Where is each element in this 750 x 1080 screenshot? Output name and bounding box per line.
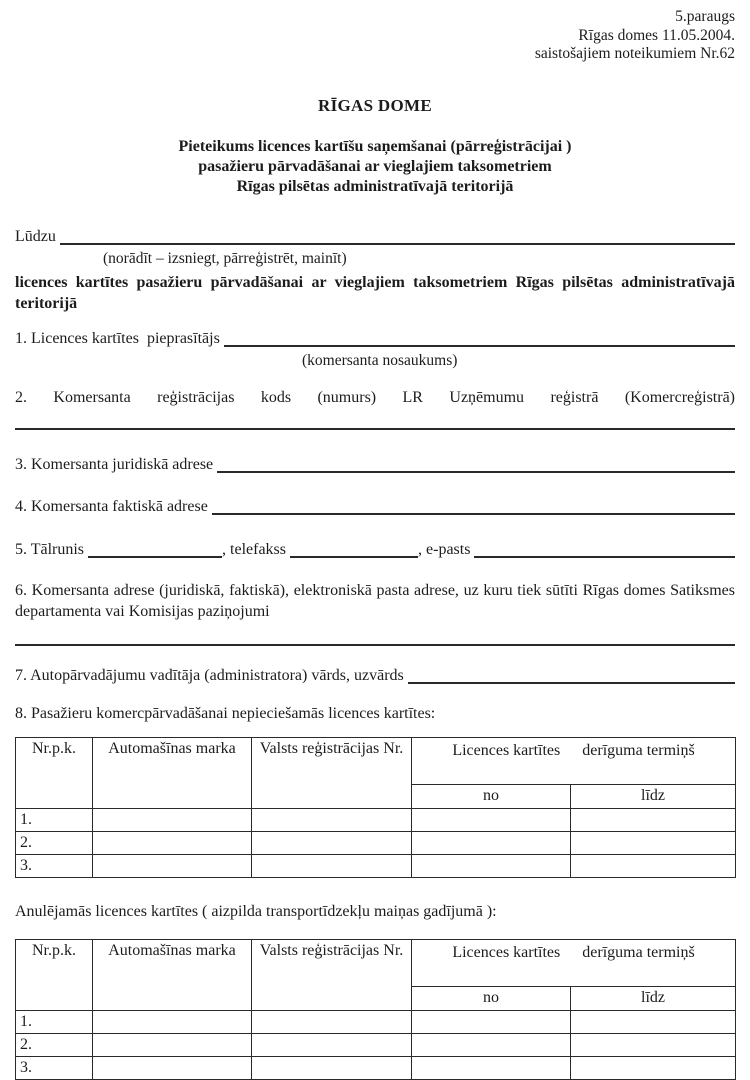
empty-cell [252,808,412,831]
column-header-validity-term [412,939,736,987]
row-number-cell: 1. [16,1010,93,1033]
table-row [16,1033,736,1056]
field-fax-label: , telefakss [222,540,287,558]
field-applicant [15,329,735,349]
column-subheader-until: līdz [571,987,736,1010]
request-blank-line [60,242,735,245]
table-row [16,831,736,854]
row-number-cell: 1. [16,808,93,831]
field-applicant-hint: (komersanta nosaukums) [302,351,458,369]
row-number-cell: 2. [16,831,93,854]
annulled-licenses-caption: Anulējamās licences kartītes ( aizpilda transportīdzekļu maiņas gadījumā ): [15,902,497,920]
empty-cell [571,1010,736,1033]
row-number-cell: 3. [16,1056,93,1079]
empty-cell [412,1056,571,1079]
column-header-number: Nr.p.k. [16,737,93,808]
empty-cell [412,831,571,854]
column-subheader-until: līdz [571,785,736,808]
empty-cell [412,1033,571,1056]
empty-cell [412,808,571,831]
document-title-line2: pasažieru pārvadāšanai ar vieglajiem taksometriem [198,157,552,175]
column-header-validity-term [412,737,736,785]
empty-cell [93,1033,252,1056]
empty-cell [252,1033,412,1056]
document-title-line1: Pieteikums licences kartīšu saņemšanai (pārreģistrācijai ) [178,137,572,155]
field-applicant-label: 1. Licences kartītes pieprasītājs [15,329,220,347]
column-header-car-make: Automašīnas marka [93,939,252,1010]
field-email-blank-line [474,555,735,558]
empty-cell [571,1056,736,1079]
empty-cell [571,808,736,831]
empty-cell [412,854,571,877]
field-manager-name [15,666,735,686]
table-row [16,808,736,831]
field-email-label: , e-pasts [418,540,471,558]
empty-cell [93,1010,252,1033]
column-header-validity-term-part2: derīguma termiņš [582,943,695,961]
empty-cell [93,854,252,877]
empty-cell [93,1056,252,1079]
field-notice-address-blank-line [15,643,735,646]
request-subject-paragraph: licences kartītes pasažieru pārvadāšanai ar vieglajiem taksometriem Rīgas pilsētas administratīvajā teritorijā [15,273,735,312]
field-fax-blank-line [290,555,418,558]
field-applicant-blank-line [224,344,735,347]
empty-cell [252,854,412,877]
column-subheader-from: no [412,785,571,808]
empty-cell [571,854,736,877]
field-legal-address [15,455,735,475]
field-actual-address-blank-line [212,512,735,515]
field-actual-address [15,497,735,517]
regulation-number: saistošajiem noteikumiem Nr.62 [534,45,735,62]
request-label: Lūdzu [15,227,56,245]
field-actual-address-label: 4. Komersanta faktiskā adrese [15,497,208,515]
field-registration-code-label: 2. Komersanta reģistrācijas kods (numurs) LR Uzņēmumu reģistrā (Komercreģistrā) [15,388,735,406]
empty-cell [93,831,252,854]
empty-cell [252,831,412,854]
row-number-cell: 2. [16,1033,93,1056]
field-contacts [15,540,735,560]
field-phone-blank-line [88,555,222,558]
field-registration-code-blank-line [15,427,735,430]
column-subheader-from: no [412,987,571,1010]
field-manager-name-blank-line [408,681,735,684]
column-header-number: Nr.p.k. [16,939,93,1010]
request-hint: (norādīt – izsniegt, pārreģistrēt, mainīt) [103,249,347,267]
field-phone-label: 5. Tālrunis [15,540,85,558]
empty-cell [93,808,252,831]
table-row [16,1056,736,1079]
column-header-state-reg-no: Valsts reģistrācijas Nr. [252,737,412,808]
column-header-state-reg-no: Valsts reģistrācijas Nr. [252,939,412,1010]
row-number-cell: 3. [16,854,93,877]
field-manager-name-label: 7. Autopārvadājumu vadītāja (administratora) vārds, uzvārds [15,666,404,684]
empty-cell [412,1010,571,1033]
document-title-line3: Rīgas pilsētas administratīvajā teritorijā [236,177,514,195]
required-licenses-table [15,737,736,878]
organization-title: RĪGAS DOME [318,95,432,115]
regulation-reference-block [15,8,735,64]
empty-cell [252,1056,412,1079]
sample-number: 5.paraugs [675,8,735,25]
regulation-date: Rīgas domes 11.05.2004. [578,26,735,44]
column-header-validity-term-part2: derīguma termiņš [582,741,695,759]
column-header-car-make: Automašīnas marka [93,737,252,808]
field-notice-address-label: 6. Komersanta adrese (juridiskā, faktiskā), elektroniskā pasta adrese, uz kuru tiek sūtīti Rīgas domes Satiksmes departamenta vai Komisijas paziņojumi [15,581,735,620]
request-line [15,227,735,247]
column-header-validity-term-part1: Licences kartītes [452,943,561,961]
field-legal-address-blank-line [217,470,735,473]
column-header-validity-term-part1: Licences kartītes [452,741,561,759]
table-row [16,854,736,877]
table-row [16,1010,736,1033]
empty-cell [252,1010,412,1033]
field-legal-address-label: 3. Komersanta juridiskā adrese [15,455,214,473]
empty-cell [571,1033,736,1056]
required-licenses-caption: 8. Pasažieru komercpārvadāšanai nepieciešamās licences kartītes: [15,704,436,722]
annulled-licenses-table [15,939,736,1080]
document-title [15,137,735,197]
empty-cell [571,831,736,854]
